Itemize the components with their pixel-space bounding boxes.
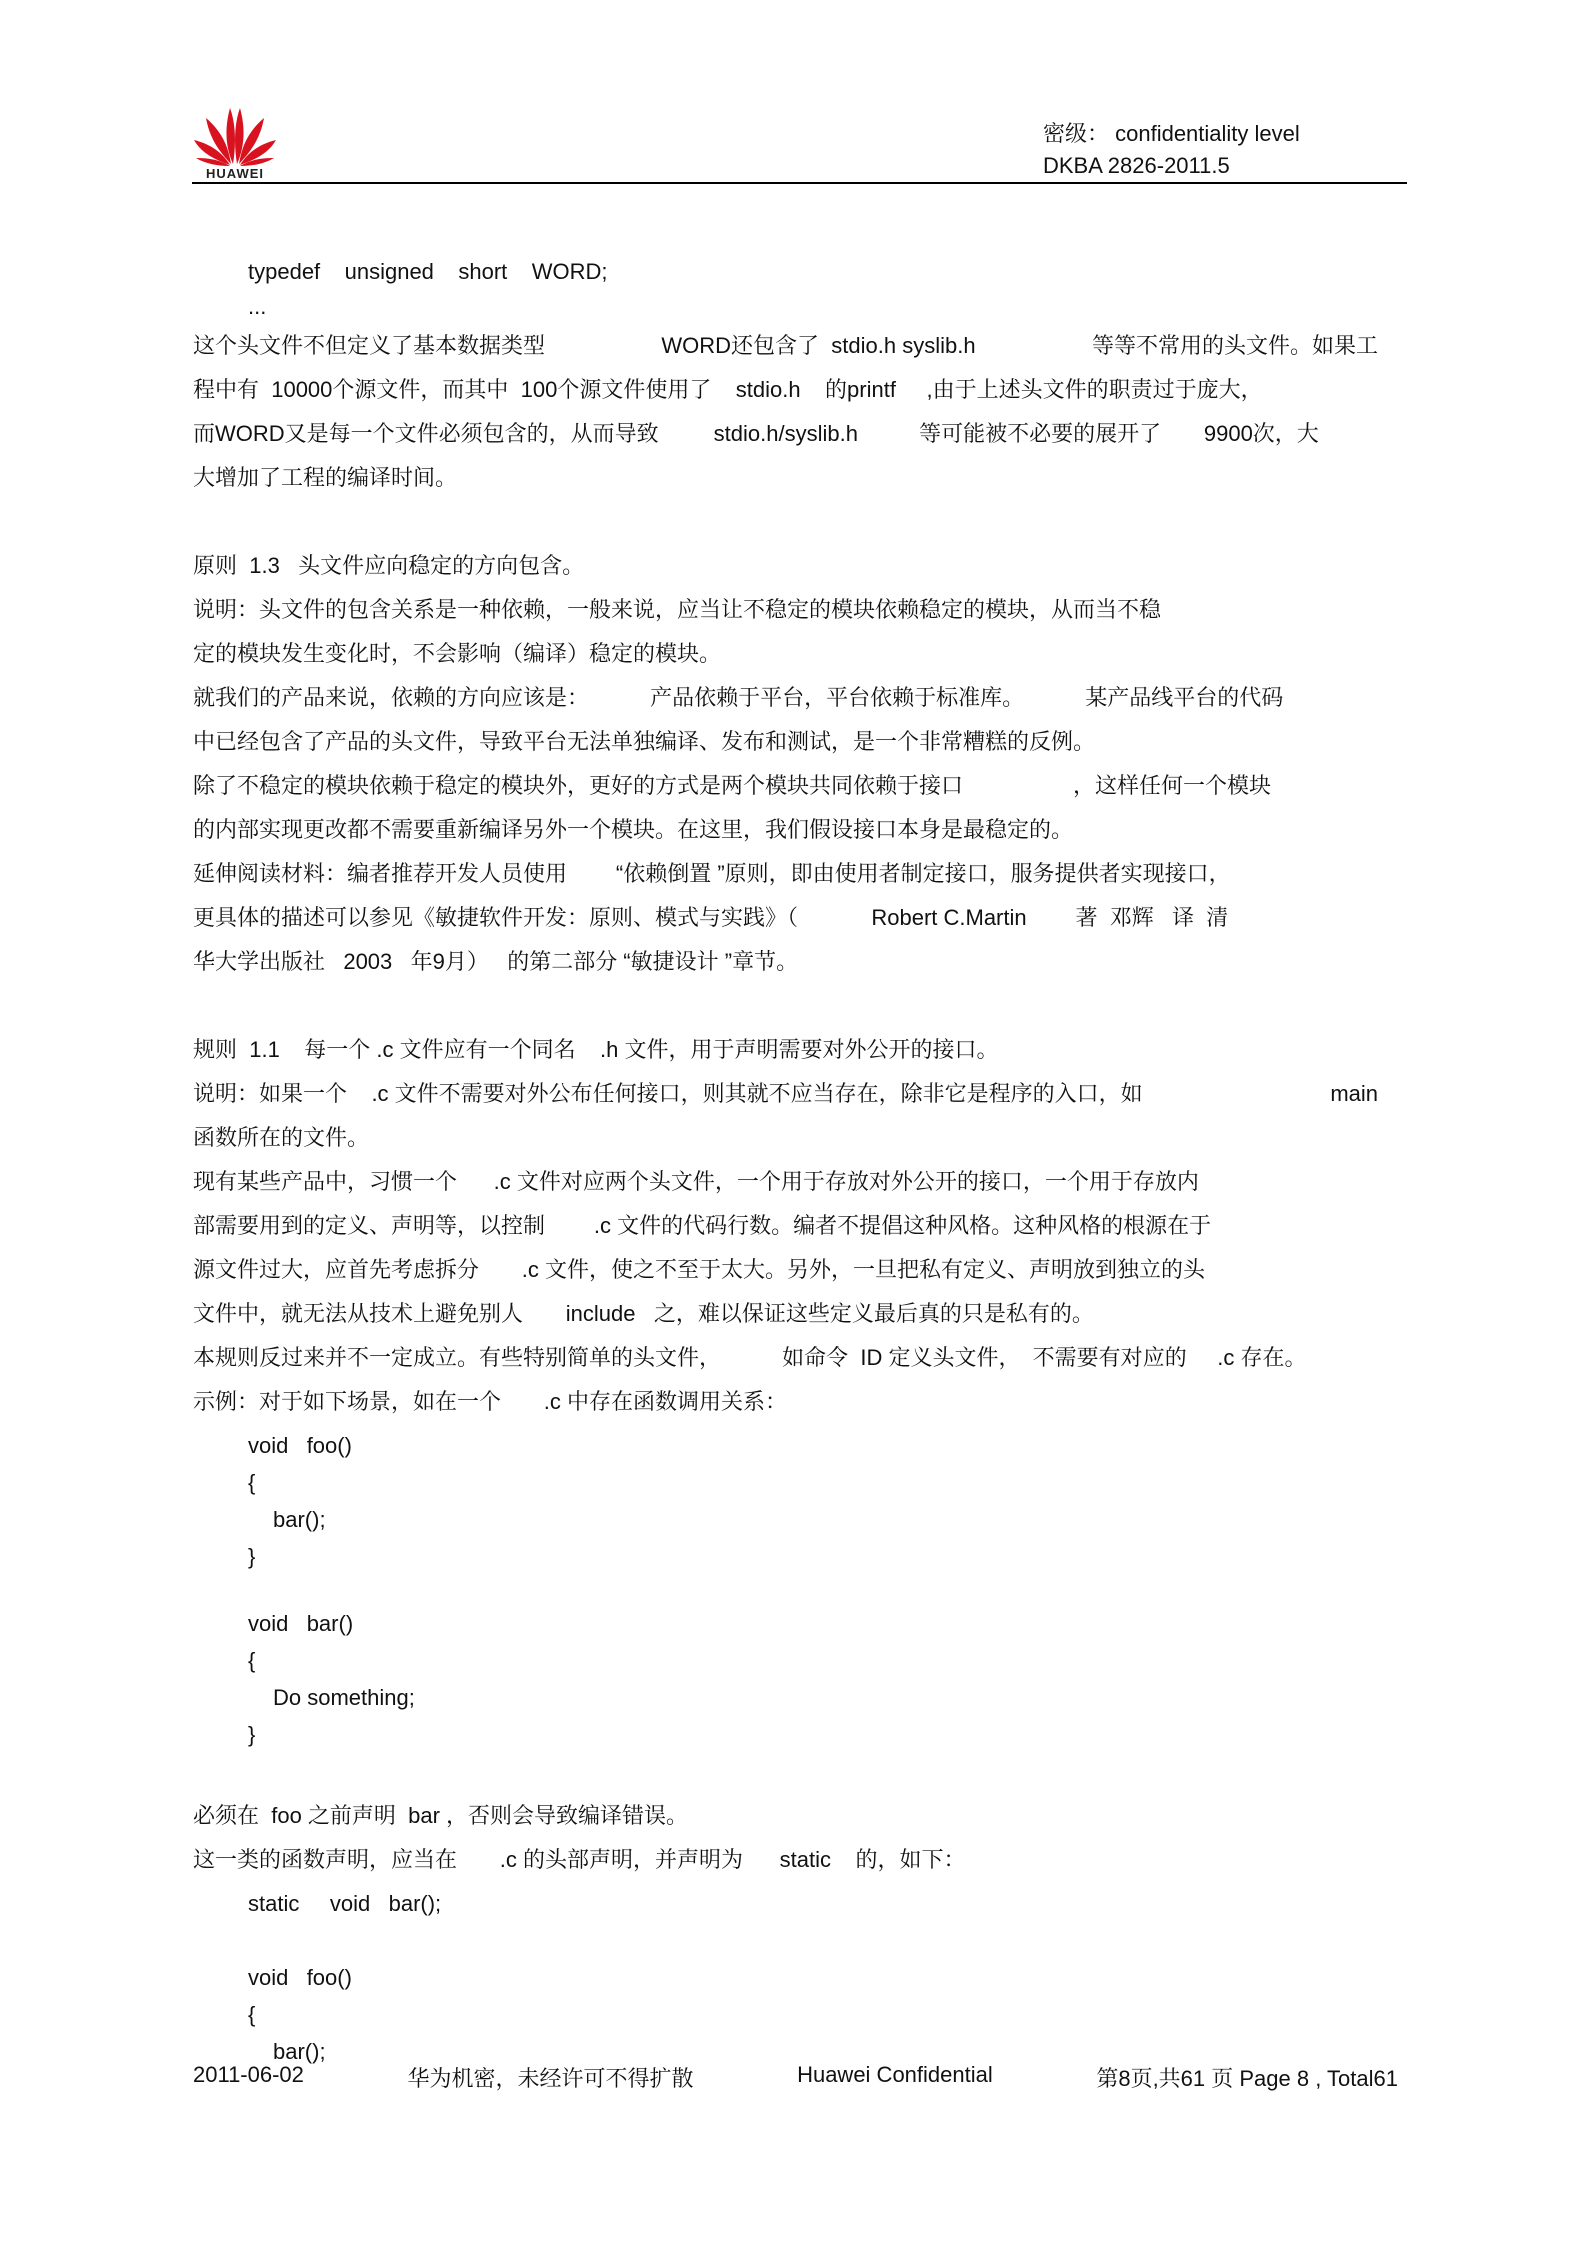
text-line: 说明：头文件的包含关系是一种依赖，一般来说，应当让不稳定的模块依赖稳定的模块，从而当不稳 <box>193 597 1162 622</box>
code-line: void foo() <box>248 1965 352 1990</box>
text-line: 必须在 foo 之前声明 bar ，否则会导致编译错误。 <box>193 1803 689 1828</box>
footer-page-number: 第8页,共61 页 Page 8 , Total61 <box>1096 2066 1398 2091</box>
spacer <box>193 1750 1378 1794</box>
code-line: ... <box>248 294 267 319</box>
page-footer <box>193 2062 1398 2093</box>
rule-heading: 规则 1.1 每一个 .c 文件应有一个同名 .h 文件，用于声明需要对外公开的接口。 <box>193 1037 999 1062</box>
text-line: 函数所在的文件。 <box>193 1125 370 1150</box>
text-line <box>193 324 1378 368</box>
spacer <box>193 984 1378 1028</box>
code-line: } <box>248 1722 256 1747</box>
spacer <box>193 500 1378 544</box>
code-line: void bar() <box>248 1611 354 1636</box>
code-line: } <box>248 1544 256 1569</box>
text-line: 华大学出版社 2003 年9月） 的第二部分 “敏捷设计 ”章节。 <box>193 949 799 974</box>
text-line: 程中有 10000个源文件，而其中 100个源文件使用了 stdio.h 的printf ,由于上述头文件的职责过于庞大， <box>193 377 1263 402</box>
spacer <box>193 1926 1378 1956</box>
confidentiality-level: 密级： confidentiality level <box>1043 121 1300 146</box>
text-span: 说明：如果一个 .c 文件不需要对外公布任何接口，则其就不应当存在，除非它是程序的入口，如 <box>193 1081 1143 1106</box>
header-divider <box>192 182 1407 184</box>
code-line: bar(); <box>273 1507 326 1532</box>
text-line: 更具体的描述可以参见《敏捷软件开发：原则、模式与实践》（ Robert C.Martin 著 邓辉 译 清 <box>193 905 1229 930</box>
huawei-logo <box>192 102 278 182</box>
huawei-petal-icon <box>192 102 278 168</box>
code-line: bar(); <box>273 2039 326 2064</box>
text-line: 的内部实现更改都不需要重新编译另外一个模块。在这里，我们假设接口本身是最稳定的。 <box>193 817 1074 842</box>
text-line: 本规则反过来并不一定成立。有些特别简单的头文件， 如命令 ID 定义头文件， 不需要有对应的 .c 存在。 <box>193 1345 1307 1370</box>
text-line: 就我们的产品来说，依赖的方向应该是： 产品依赖于平台，平台依赖于标准库。 某产品线平台的代码 <box>193 685 1284 710</box>
text-line: 源文件过大，应首先考虑拆分 .c 文件，使之不至于太大。另外，一旦把私有定义、声明放到独立的头 <box>193 1257 1206 1282</box>
principle-heading: 原则 1.3 头文件应向稳定的方向包含。 <box>193 553 585 578</box>
footer-confidential: Huawei Confidential <box>797 2062 993 2087</box>
text-line: 文件中，就无法从技术上避免别人 include 之，难以保证这些定义最后真的只是私有的。 <box>193 1301 1094 1326</box>
text-line: 中已经包含了产品的头文件，导致平台无法单独编译、发布和测试，是一个非常糟糕的反例。 <box>193 729 1096 754</box>
code-line: Do something; <box>273 1685 415 1710</box>
text-line <box>193 1072 1378 1116</box>
code-line: { <box>248 1470 256 1495</box>
text-line: 这一类的函数声明，应当在 .c 的头部声明，并声明为 static 的，如下： <box>193 1847 966 1872</box>
code-line: { <box>248 1648 256 1673</box>
code-line: static void bar(); <box>248 1891 442 1916</box>
text-span: 等等不常用的头文件。如果工 <box>1091 333 1378 358</box>
text-span: WORD还包含了 stdio.h syslib.h <box>661 333 976 358</box>
text-line: 定的模块发生变化时，不会影响（编译）稳定的模块。 <box>193 641 722 666</box>
text-line: 部需要用到的定义、声明等，以控制 .c 文件的代码行数。编者不提倡这种风格。这种风格的根源在于 <box>193 1213 1212 1238</box>
text-span: main <box>1330 1081 1378 1106</box>
footer-date: 2011-06-02 <box>193 2062 304 2087</box>
document-body <box>193 250 1378 2074</box>
text-line: 除了不稳定的模块依赖于稳定的模块外，更好的方式是两个模块共同依赖于接口 ，这样任何一个模块 <box>193 773 1272 798</box>
text-line: 大增加了工程的编译时间。 <box>193 465 458 490</box>
text-line: 示例：对于如下场景，如在一个 .c 中存在函数调用关系： <box>193 1389 788 1414</box>
spacer <box>193 1572 1378 1602</box>
footer-notice: 华为机密，未经许可不得扩散 <box>407 2066 694 2091</box>
text-line: 延伸阅读材料：编者推荐开发人员使用 “依赖倒置 ”原则，即由使用者制定接口，服务提供者实现接口， <box>193 861 1231 886</box>
code-line: void foo() <box>248 1433 352 1458</box>
header-meta <box>1043 118 1300 182</box>
text-line: 而WORD又是每一个文件必须包含的，从而导致 stdio.h/syslib.h 等可能被不必要的展开了 9900次，大 <box>193 421 1319 446</box>
code-line: { <box>248 2002 256 2027</box>
text-span: 这个头文件不但定义了基本数据类型 <box>193 333 546 358</box>
logo-wordmark: HUAWEI <box>206 166 264 181</box>
code-line: typedef unsigned short WORD; <box>248 259 608 284</box>
text-line: 现有某些产品中，习惯一个 .c 文件对应两个头文件，一个用于存放对外公开的接口，一个用于存放内 <box>193 1169 1199 1194</box>
document-id: DKBA 2826-2011.5 <box>1043 153 1230 178</box>
